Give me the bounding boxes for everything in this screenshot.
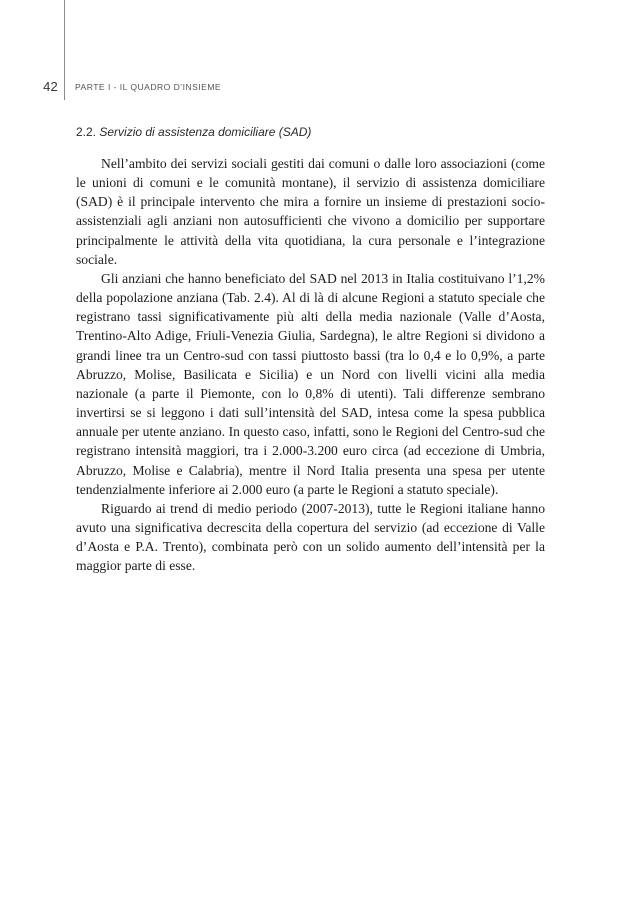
section-heading [76, 125, 311, 139]
paragraph-2: Gli anziani che hanno beneficiato del SAD nel 2013 in Italia costituivano l’1,2% della popolazione anziana (Tab. 2.4). Al di là di alcune Regioni a statuto speciale che registrano tassi significativamente più alti della media nazionale (Valle d’Aosta, Trentino-Alto Adige, Friuli-Venezia Giulia, Sardegna), le altre Regioni si dividono a grandi linee tra un Centro-sud con tassi piuttosto bassi (tra lo 0,4 e lo 0,9%, a parte Abruzzo, Molise, Basilicata e Sicilia) e un Nord con livelli vicini alla media nazionale (a parte il Piemonte, con lo 0,8% di utenti). Tali differenze sembrano invertirsi se si leggono i dati sull’intensità del SAD, intesa come la spesa pubblica annuale per utente anziano. In questo caso, infatti, sono le Regioni del Centro-sud che registrano intensità maggiori, tra i 2.000-3.200 euro circa (ad eccezione di Umbria, Abruzzo, Molise e Calabria), mentre il Nord Italia presenta una spesa per utente tendenzialmente inferiore ai 2.000 euro (a parte le Regioni a statuto speciale). [76, 270, 545, 497]
paragraph-3: Riguardo ai trend di medio periodo (2007-2013), tutte le Regioni italiane hanno avuto una significativa decrescita della copertura del servizio (ad eccezione di Valle d’Aosta e P.A. Trento), combinata però con un solido aumento dell’intensità per la maggior parte di esse. [76, 500, 545, 574]
paragraph-1: Nell’ambito dei servizi sociali gestiti dai comuni o dalle loro associazioni (come le unioni di comuni e le comunità montane), il servizio di assistenza domiciliare (SAD) è il principale intervento che mira a fornire un insieme di prestazioni socio-assistenziali agli anziani non autosufficienti che vivono a domicilio per supportare principalmente le attività della vita quotidiana, la cura personale e l’integrazione sociale. [76, 156, 545, 267]
section-title: Servizio di assistenza domiciliare (SAD) [99, 125, 312, 139]
page-number: 42 [43, 79, 58, 94]
section-number: 2.2. [76, 125, 97, 139]
body-text [76, 154, 545, 575]
running-head: PARTE I - IL QUADRO D’INSIEME [75, 82, 222, 92]
header-vertical-rule [64, 0, 65, 100]
